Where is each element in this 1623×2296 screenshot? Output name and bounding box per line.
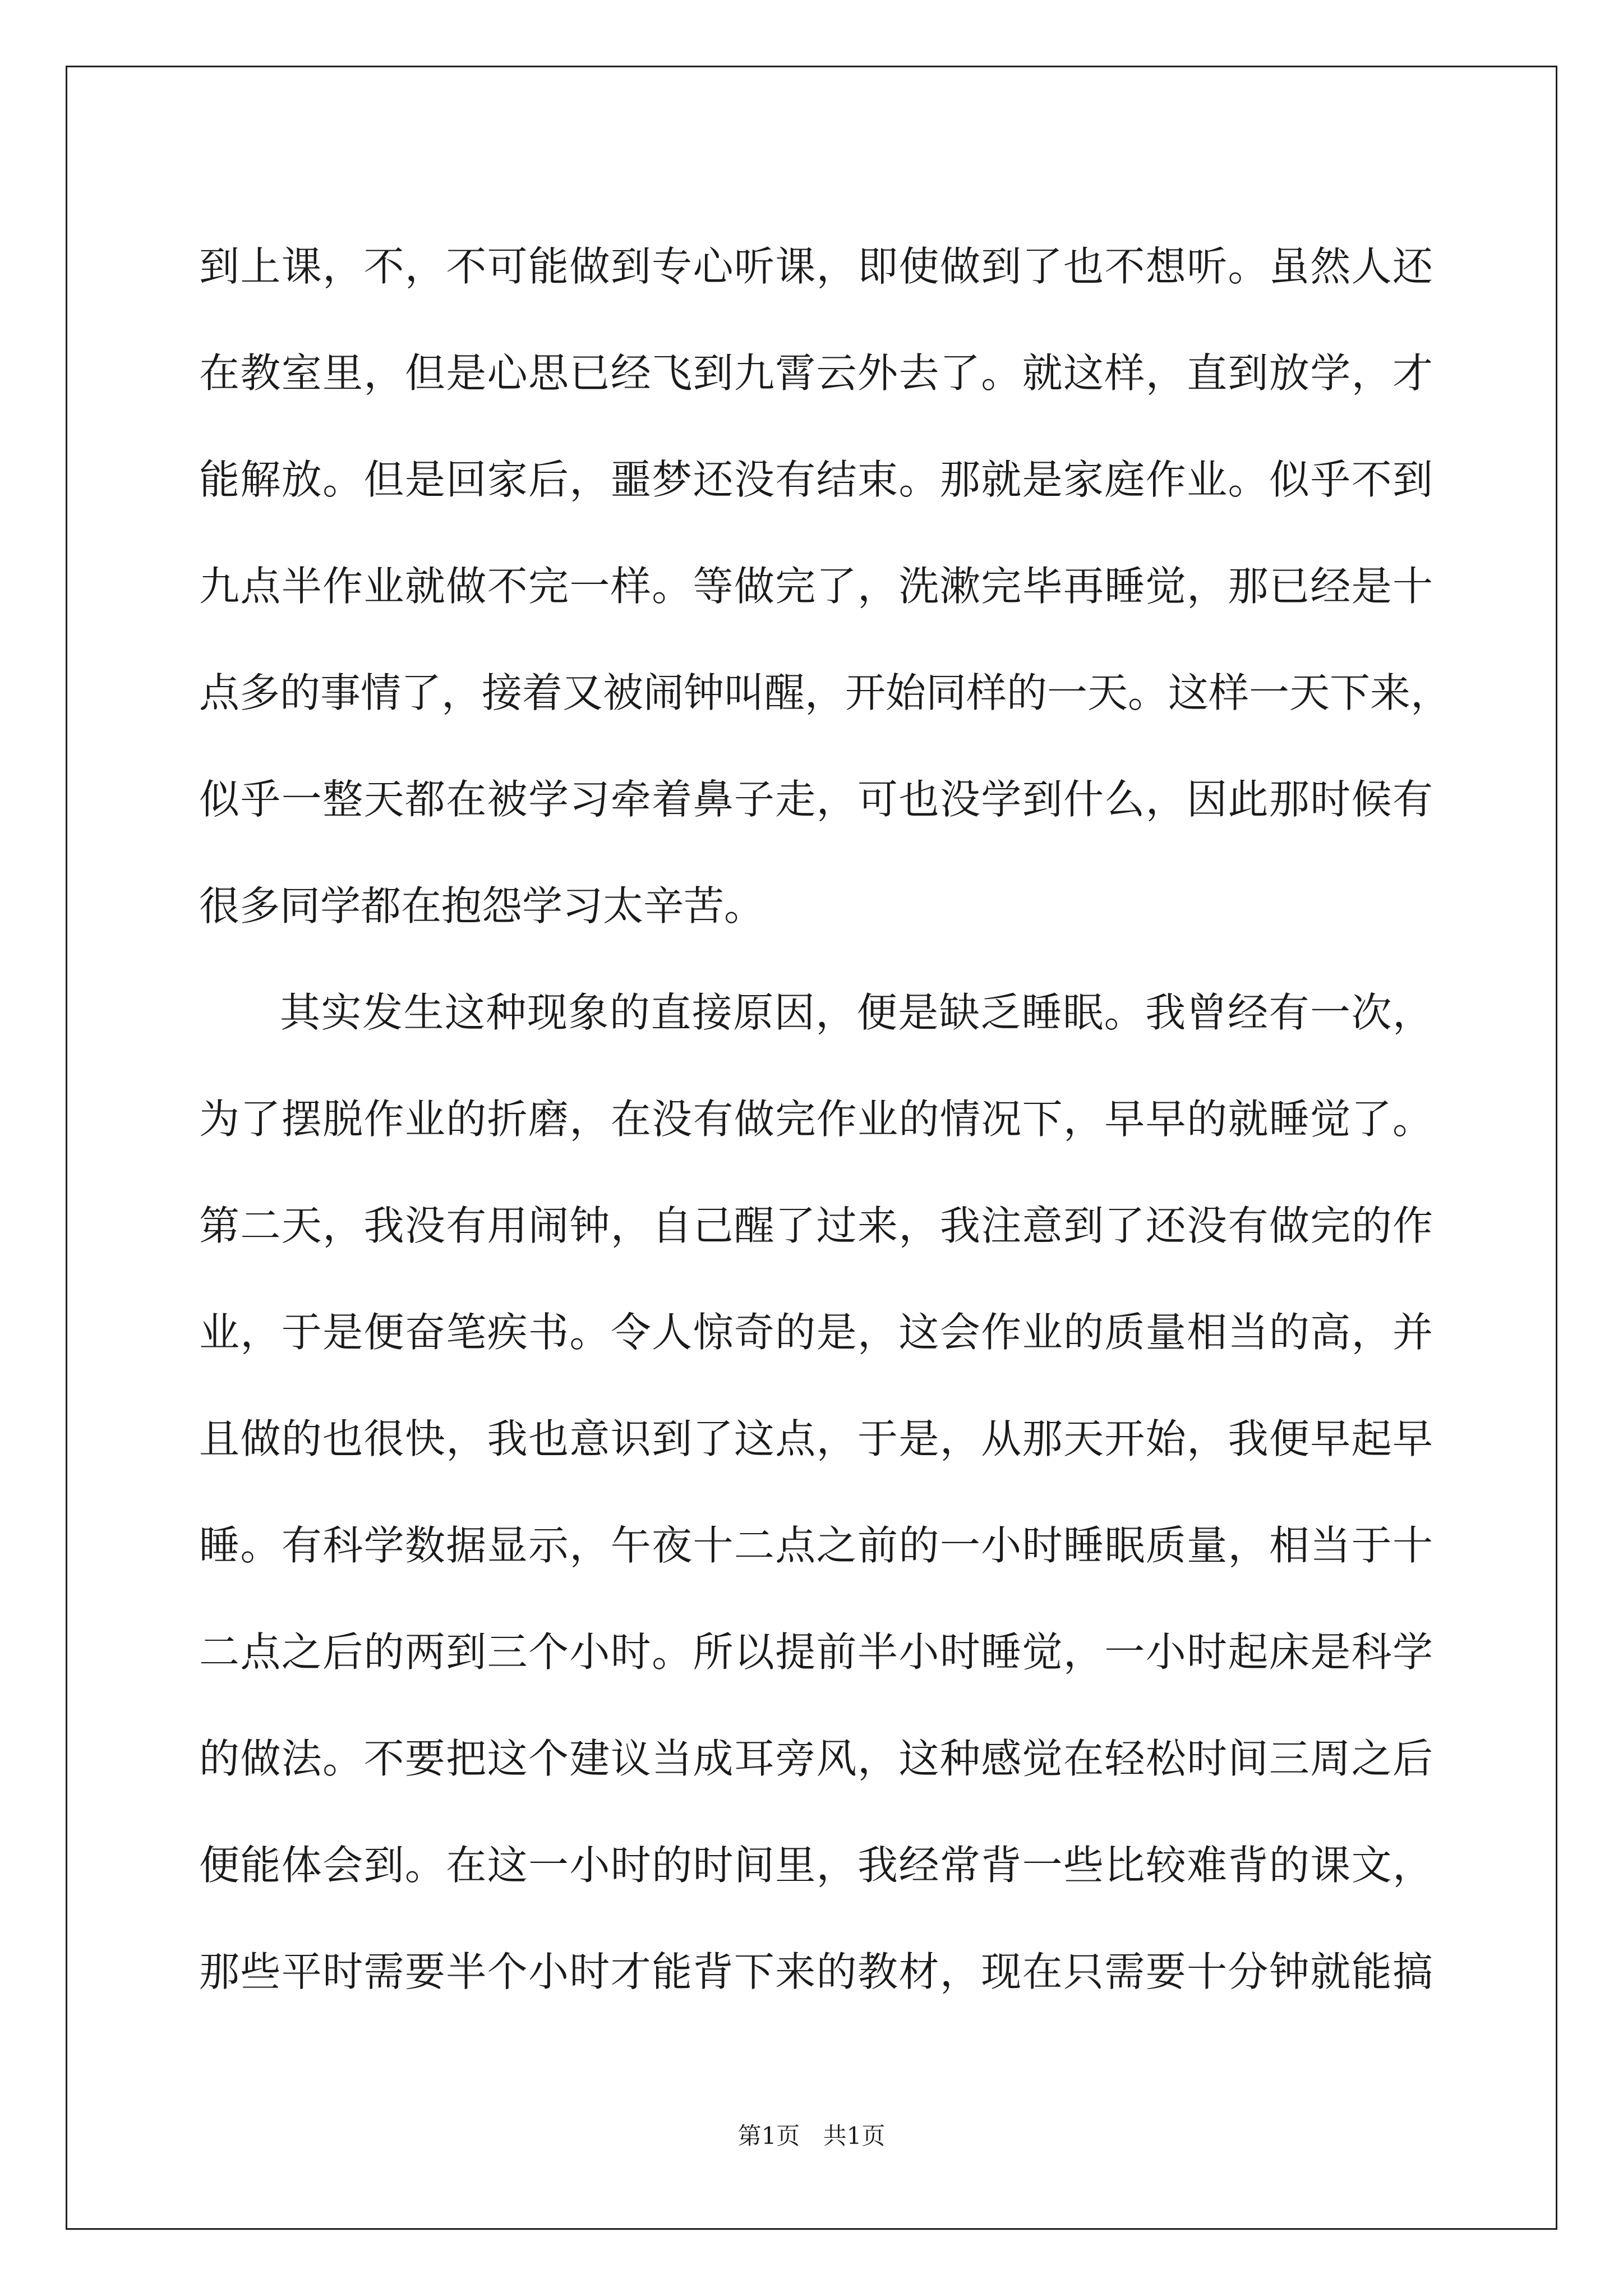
page-number-label: 第1页	[737, 2122, 800, 2150]
body-line: 九点半作业就做不完一样。等做完了，洗漱完毕再睡觉，那已经是十	[199, 563, 1433, 610]
body-line: 到上课，不，不可能做到专心听课，即使做到了也不想听。虽然人还	[199, 243, 1433, 290]
body-line: 业，于是便奋笔疾书。令人惊奇的是，这会作业的质量相当的高，并	[199, 1309, 1433, 1356]
page-footer	[0, 2118, 1623, 2151]
body-line: 点多的事情了，接着又被闹钟叫醒，开始同样的一天。这样一天下来，	[199, 669, 1451, 716]
body-line: 在教室里，但是心思已经飞到九霄云外去了。就这样，直到放学，才	[199, 349, 1433, 397]
document-body	[199, 213, 1451, 2025]
body-line: 似乎一整天都在被学习牵着鼻子走，可也没学到什么，因此那时候有	[199, 776, 1433, 823]
body-line: 的做法。不要把这个建议当成耳旁风，这种感觉在轻松时间三周之后	[199, 1735, 1433, 1782]
body-line: 能解放。但是回家后，噩梦还没有结束。那就是家庭作业。似乎不到	[199, 456, 1433, 503]
page-total-label: 共1页	[823, 2122, 886, 2150]
body-line: 那些平时需要半个小时才能背下来的教材，现在只需要十分钟就能搞	[199, 1948, 1433, 1995]
body-line: 便能体会到。在这一小时的时间里，我经常背一些比较难背的课文，	[199, 1842, 1433, 1889]
body-line: 为了摆脱作业的折磨，在没有做完作业的情况下，早早的就睡觉了。	[199, 1096, 1433, 1143]
body-line: 且做的也很快，我也意识到了这点，于是，从那天开始，我便早起早	[199, 1415, 1433, 1462]
body-line: 第二天，我没有用闹钟，自己醒了过来，我注意到了还没有做完的作	[199, 1202, 1433, 1249]
body-line: 很多同学都在抱怨学习太辛苦。	[199, 882, 765, 930]
body-line: 二点之后的两到三个小时。所以提前半小时睡觉，一小时起床是科学	[199, 1628, 1433, 1676]
body-line-indented: 其实发生这种现象的直接原因，便是缺乏睡眠。我曾经有一次，	[280, 989, 1433, 1036]
body-line: 睡。有科学数据显示，午夜十二点之前的一小时睡眠质量，相当于十	[199, 1522, 1433, 1569]
